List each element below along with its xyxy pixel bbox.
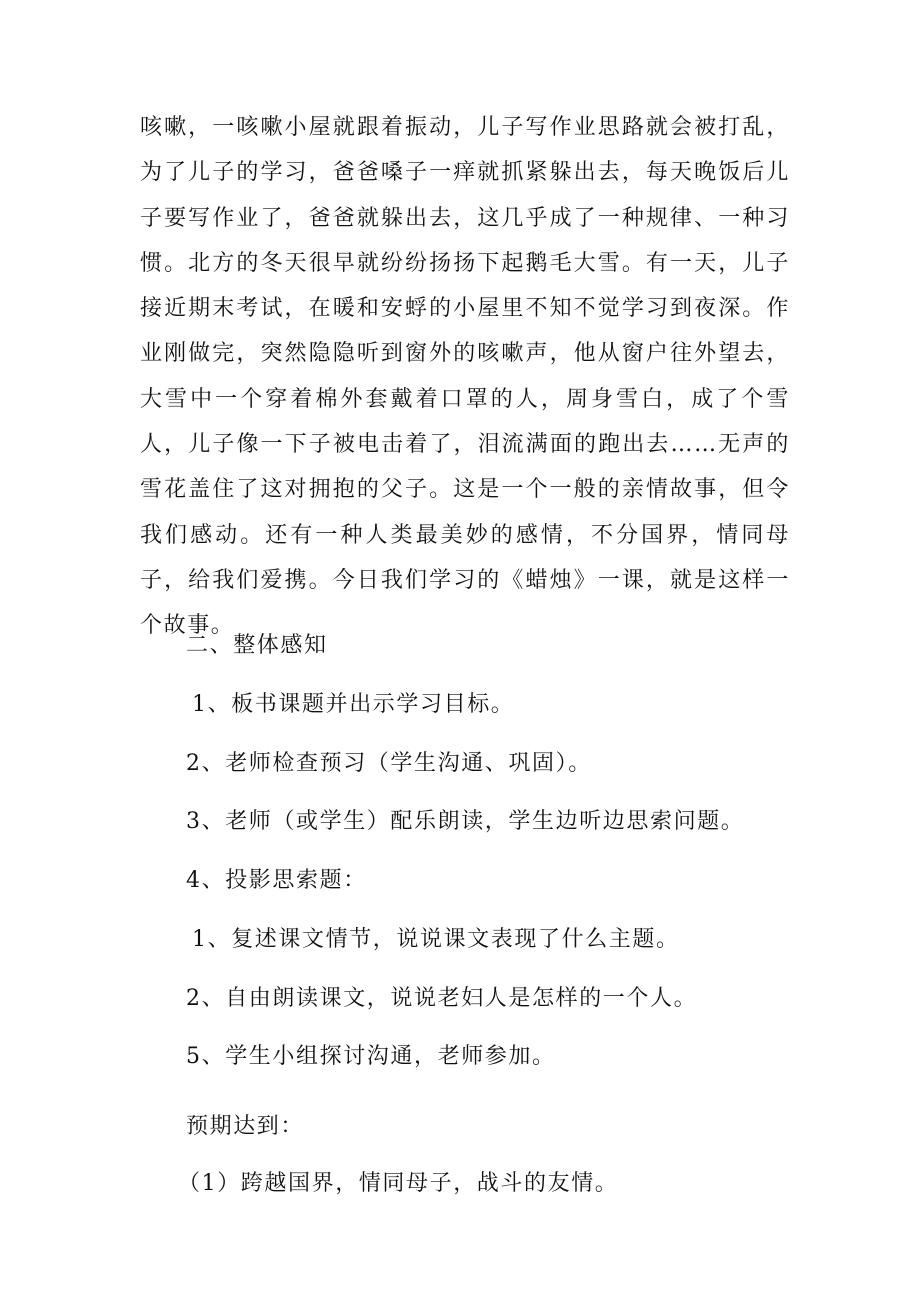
step-5: 5、学生小组探讨沟通，老师参加。 — [186, 1044, 556, 1069]
step-1: 1、板书课题并出示学习目标。 — [192, 692, 515, 717]
step-3: 3、老师（或学生）配乐朗读，学生边听边思索问题。 — [186, 809, 745, 834]
question-2: 2、自由朗读课文，说说老妇人是怎样的一个人。 — [186, 986, 698, 1011]
step-4: 4、投影思索题： — [186, 868, 367, 893]
section-heading-overall-perception: 二、整体感知 — [186, 633, 328, 658]
step-2: 2、老师检查预习（学生沟通、巩固）。 — [186, 751, 592, 776]
expected-item-1: （1）跨越国界，情同母子，战斗的友情。 — [178, 1171, 619, 1196]
expected-label: 预期达到： — [186, 1114, 305, 1139]
intro-paragraph: 咳嗽，一咳嗽小屋就跟着振动，儿子写作业思路就会被打乱，为了儿子的学习，爸爸嗓子一痒就抓紧躲出去，每天晚饭后儿子要写作业了，爸爸就躲出去，这几乎成了一种规律、一种习惯。北方的冬天很早就纷纷扬扬下起鹅毛大雪。有一天，儿子接近期末考试，在暖和安蜉的小屋里不知不觉学习到夜深。作业刚做完，突然隐隐听到窗外的咳嗽声，他从窗户往外望去，大雪中一个穿着棉外套戴着口罩的人，周身雪白，成了个雪人，儿子像一下子被电击着了，泪流满面的跑出去……无声的雪花盖住了这对拥抱的父子。这是一个一般的亲情故事，但令我们感动。还有一种人类最美妙的感情，不分国界，情同母子，给我们爱携。今日我们学习的《蜡烛》一课，就是这样一个故事。 — [140, 115, 790, 639]
question-1: 1、复述课文情节，说说课文表现了什么主题。 — [192, 927, 680, 952]
